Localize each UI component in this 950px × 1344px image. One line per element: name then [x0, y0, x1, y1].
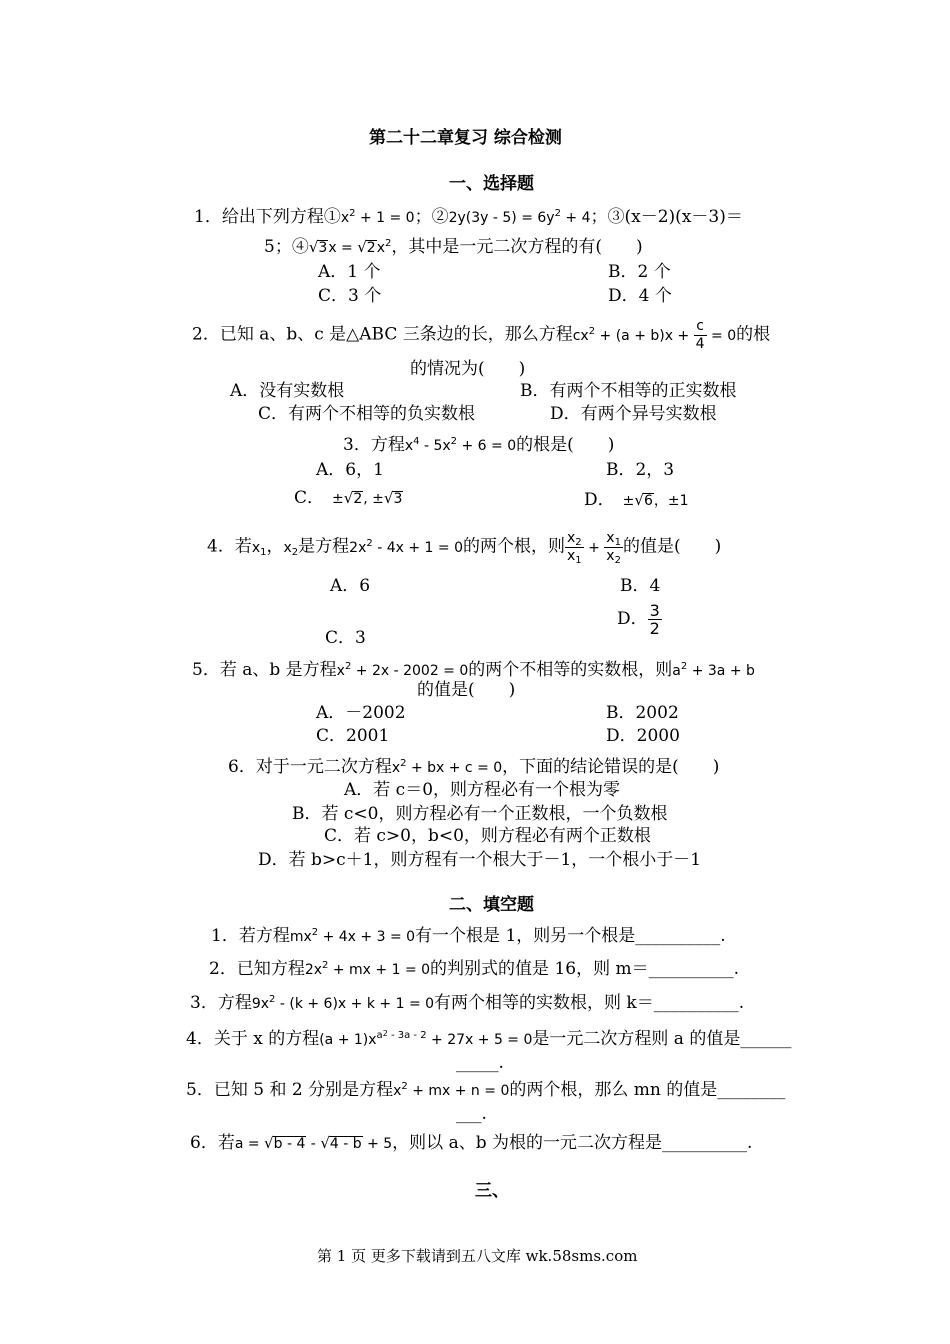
q2-option-d: D．有两个异号实数根 — [550, 404, 717, 424]
q3-option-b: B．2，3 — [606, 460, 675, 480]
fill-4: 4．关于 x 的方程$(a + 1)x^{a^2 - 3a - 2} + 27x + 5 = 0$是一元二次方程则 a 的值是______ — [186, 1029, 792, 1049]
q6-option-d: D．若 b>c＋1，则方程有一个根大于－1，一个根小于－1 — [258, 850, 702, 870]
fill-5: 5．已知 5 和 2 分别是方程$x^2$ + mx + n = 0的两个根，那么 mn 的值是________ — [186, 1080, 786, 1100]
q2-option-c: C．有两个不相等的负实数根 — [258, 404, 476, 424]
fill-5-line2: ___. — [456, 1104, 487, 1124]
question-2-line2: 的情况为( ) — [410, 359, 526, 379]
question-5: 5．若 a、b 是方程$x^2 + 2x - 2002 = 0$的两个不相等的实数根，则$a^2 + 3a + b$ — [192, 660, 755, 680]
q5-option-d: D．2000 — [606, 726, 680, 746]
q5-option-a: A．－2002 — [316, 703, 406, 723]
q4-option-b: B．4 — [620, 576, 661, 596]
question-1-line2: 5；④√3x = $√2x^2$，其中是一元二次方程的有( ) — [264, 237, 643, 257]
q1-option-a: A．1 个 — [318, 262, 381, 282]
q4-option-a: A．6 — [330, 576, 371, 596]
question-1: 1．给出下列方程$①x^2 + 1 = 0$；②2y(3y - $5) = 6y^2 + 4$；③(x－2)(x－3)＝ — [194, 207, 743, 227]
q4-option-d: D． $\frac{3}{2}$ — [617, 601, 660, 638]
q6-option-a: A．若 c＝0，则方程必有一个根为零 — [344, 780, 621, 800]
fill-1: 1．若方程$mx^2 + 4x + 3 = 0$有一个根是 1，则另一个根是__________. — [211, 926, 726, 946]
q3-option-a: A．6，1 — [316, 460, 384, 480]
question-2: 2．已知 a、b、c 是△ABC 三条边的长，那么方程$cx^2 + (a + b)x$ + $\frac{c}{4}$ = 0的根 — [192, 318, 771, 352]
q2-option-a: A．没有实数根 — [230, 381, 345, 401]
fill-4-line2: _____. — [456, 1053, 504, 1073]
fill-2: 2．已知方程$2x^2$ + mx + 1 = 0的判别式的值是 16，则 m＝__________. — [209, 959, 740, 979]
fill-6: 6．若a = √b - 4 - √4 - b + 5，则以 a、b 为根的一元二次方程是__________. — [190, 1133, 753, 1153]
fill-3: 3．方程$9x^2 - (k + 6)x + k + 1 = 0$有两个相等的实数根，则 k＝__________. — [190, 993, 745, 1013]
q1-option-d: D．4 个 — [608, 286, 672, 306]
q3-option-c: C． ±√2, ±√3 — [294, 488, 403, 508]
q3-option-d: D． ±√6，±1 — [584, 490, 689, 510]
question-3: 3．方程$x^4 - 5x^2 + 6 = 0$的根是( ) — [343, 435, 615, 455]
q6-option-c: C．若 c>0，b<0，则方程必有两个正数根 — [324, 826, 651, 846]
q6-option-b: B．若 c<0，则方程必有一个正数根，一个负数根 — [292, 804, 668, 824]
section-heading-fill: 二、填空题 — [449, 895, 534, 915]
q5-option-c: C．2001 — [316, 726, 390, 746]
question-6: 6．对于一元二次方程$x^2$ + bx + c = 0，下面的结论错误的是( ) — [228, 757, 720, 777]
q1-option-b: B．2 个 — [608, 262, 671, 282]
section-heading-3: 三、 — [475, 1181, 509, 1201]
question-5-line2: 的值是( ) — [417, 680, 516, 700]
question-4: 4．若$x_1$，$x_2$是方程$2x^2 - 4x + 1 = 0$的两个根，则 $\frac{x_2}{x_1}$ + $\frac{x_1}{x_2}$ 的值是( ) — [207, 530, 722, 566]
page-title: 第二十二章复习 综合检测 — [369, 128, 562, 148]
section-heading-choice: 一、选择题 — [449, 174, 534, 194]
q5-option-b: B．2002 — [606, 703, 679, 723]
page-footer: 第 1 页 更多下载请到五八文库 wk.58sms.com — [317, 1247, 638, 1265]
q4-option-c: C．3 — [325, 628, 366, 648]
q2-option-b: B．有两个不相等的正实数根 — [520, 381, 737, 401]
q1-option-c: C．3 个 — [318, 286, 382, 306]
